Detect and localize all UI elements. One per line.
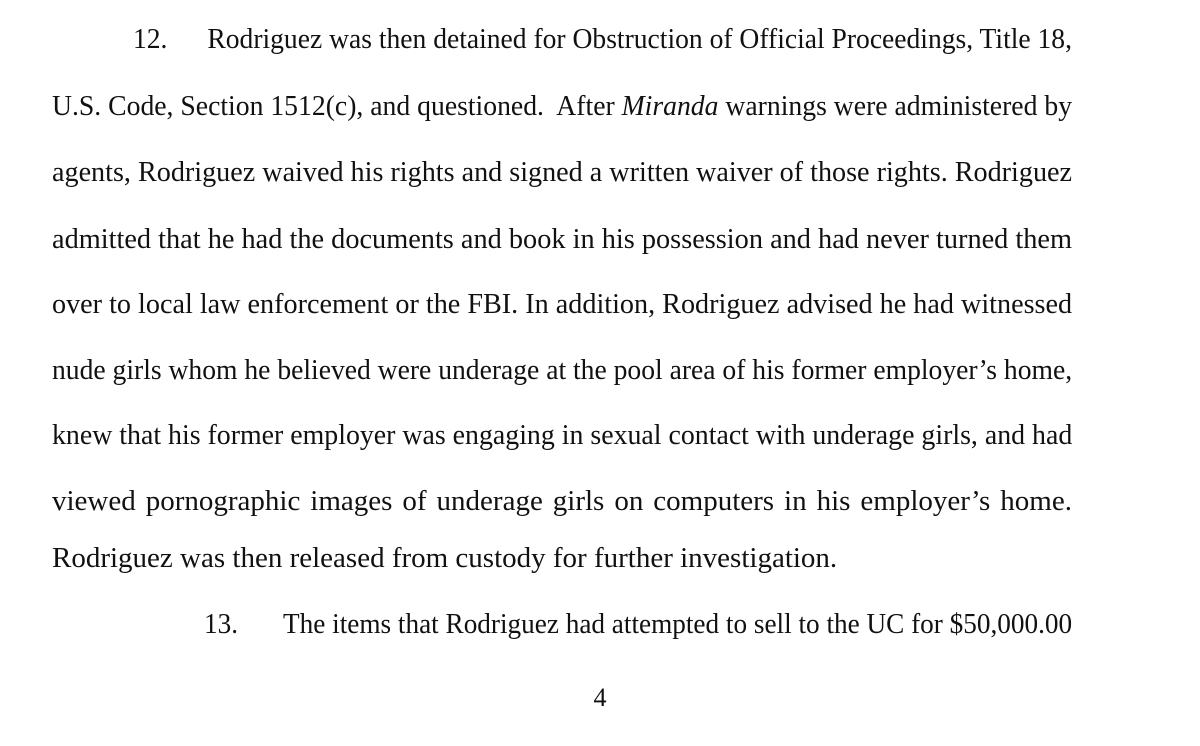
paragraph-12-number: 12. <box>133 23 168 55</box>
paragraph-12-line-2 <box>52 89 1072 123</box>
paragraph-12-line-2-before: U.S. Code, Section 1512(c), and questioned. After <box>52 90 622 122</box>
paragraph-12-line-5: over to local law enforcement or the FBI. In addition, Rodriguez advised he had witnessed <box>52 288 1073 320</box>
page-number: 4 <box>593 683 607 712</box>
paragraph-12-line-1-text: Rodriguez was then detained for Obstruction of Official Proceedings, Title 18, <box>207 23 1072 55</box>
paragraph-12-line-2-after: warnings were administered by <box>718 90 1073 122</box>
paragraph-12-line-3: agents, Rodriguez waived his rights and signed a written waiver of those rights. Rodriguez <box>52 156 1073 188</box>
paragraph-12-line-6: nude girls whom he believed were underage at the pool area of his former employer’s home, <box>52 354 1073 386</box>
paragraph-12-line-9: Rodriguez was then released from custody for further investigation. <box>52 542 838 574</box>
paragraph-13-line-1-text: The items that Rodriguez had attempted to sell to the UC for $50,000.00 <box>283 608 1073 640</box>
miranda-italic: Miranda <box>621 90 719 122</box>
paragraph-12-line-4: admitted that he had the documents and book in his possession and had never turned them <box>52 223 1073 255</box>
paragraph-12-line-1 <box>133 22 1072 56</box>
paragraph-12-line-7: knew that his former employer was engaging in sexual contact with underage girls, and had <box>52 419 1073 451</box>
paragraph-13-line-1 <box>204 607 1072 641</box>
paragraph-12-line-8: viewed pornographic images of underage girls on computers in his employer’s home. <box>52 485 1072 517</box>
paragraph-13-number: 13. <box>204 608 239 640</box>
